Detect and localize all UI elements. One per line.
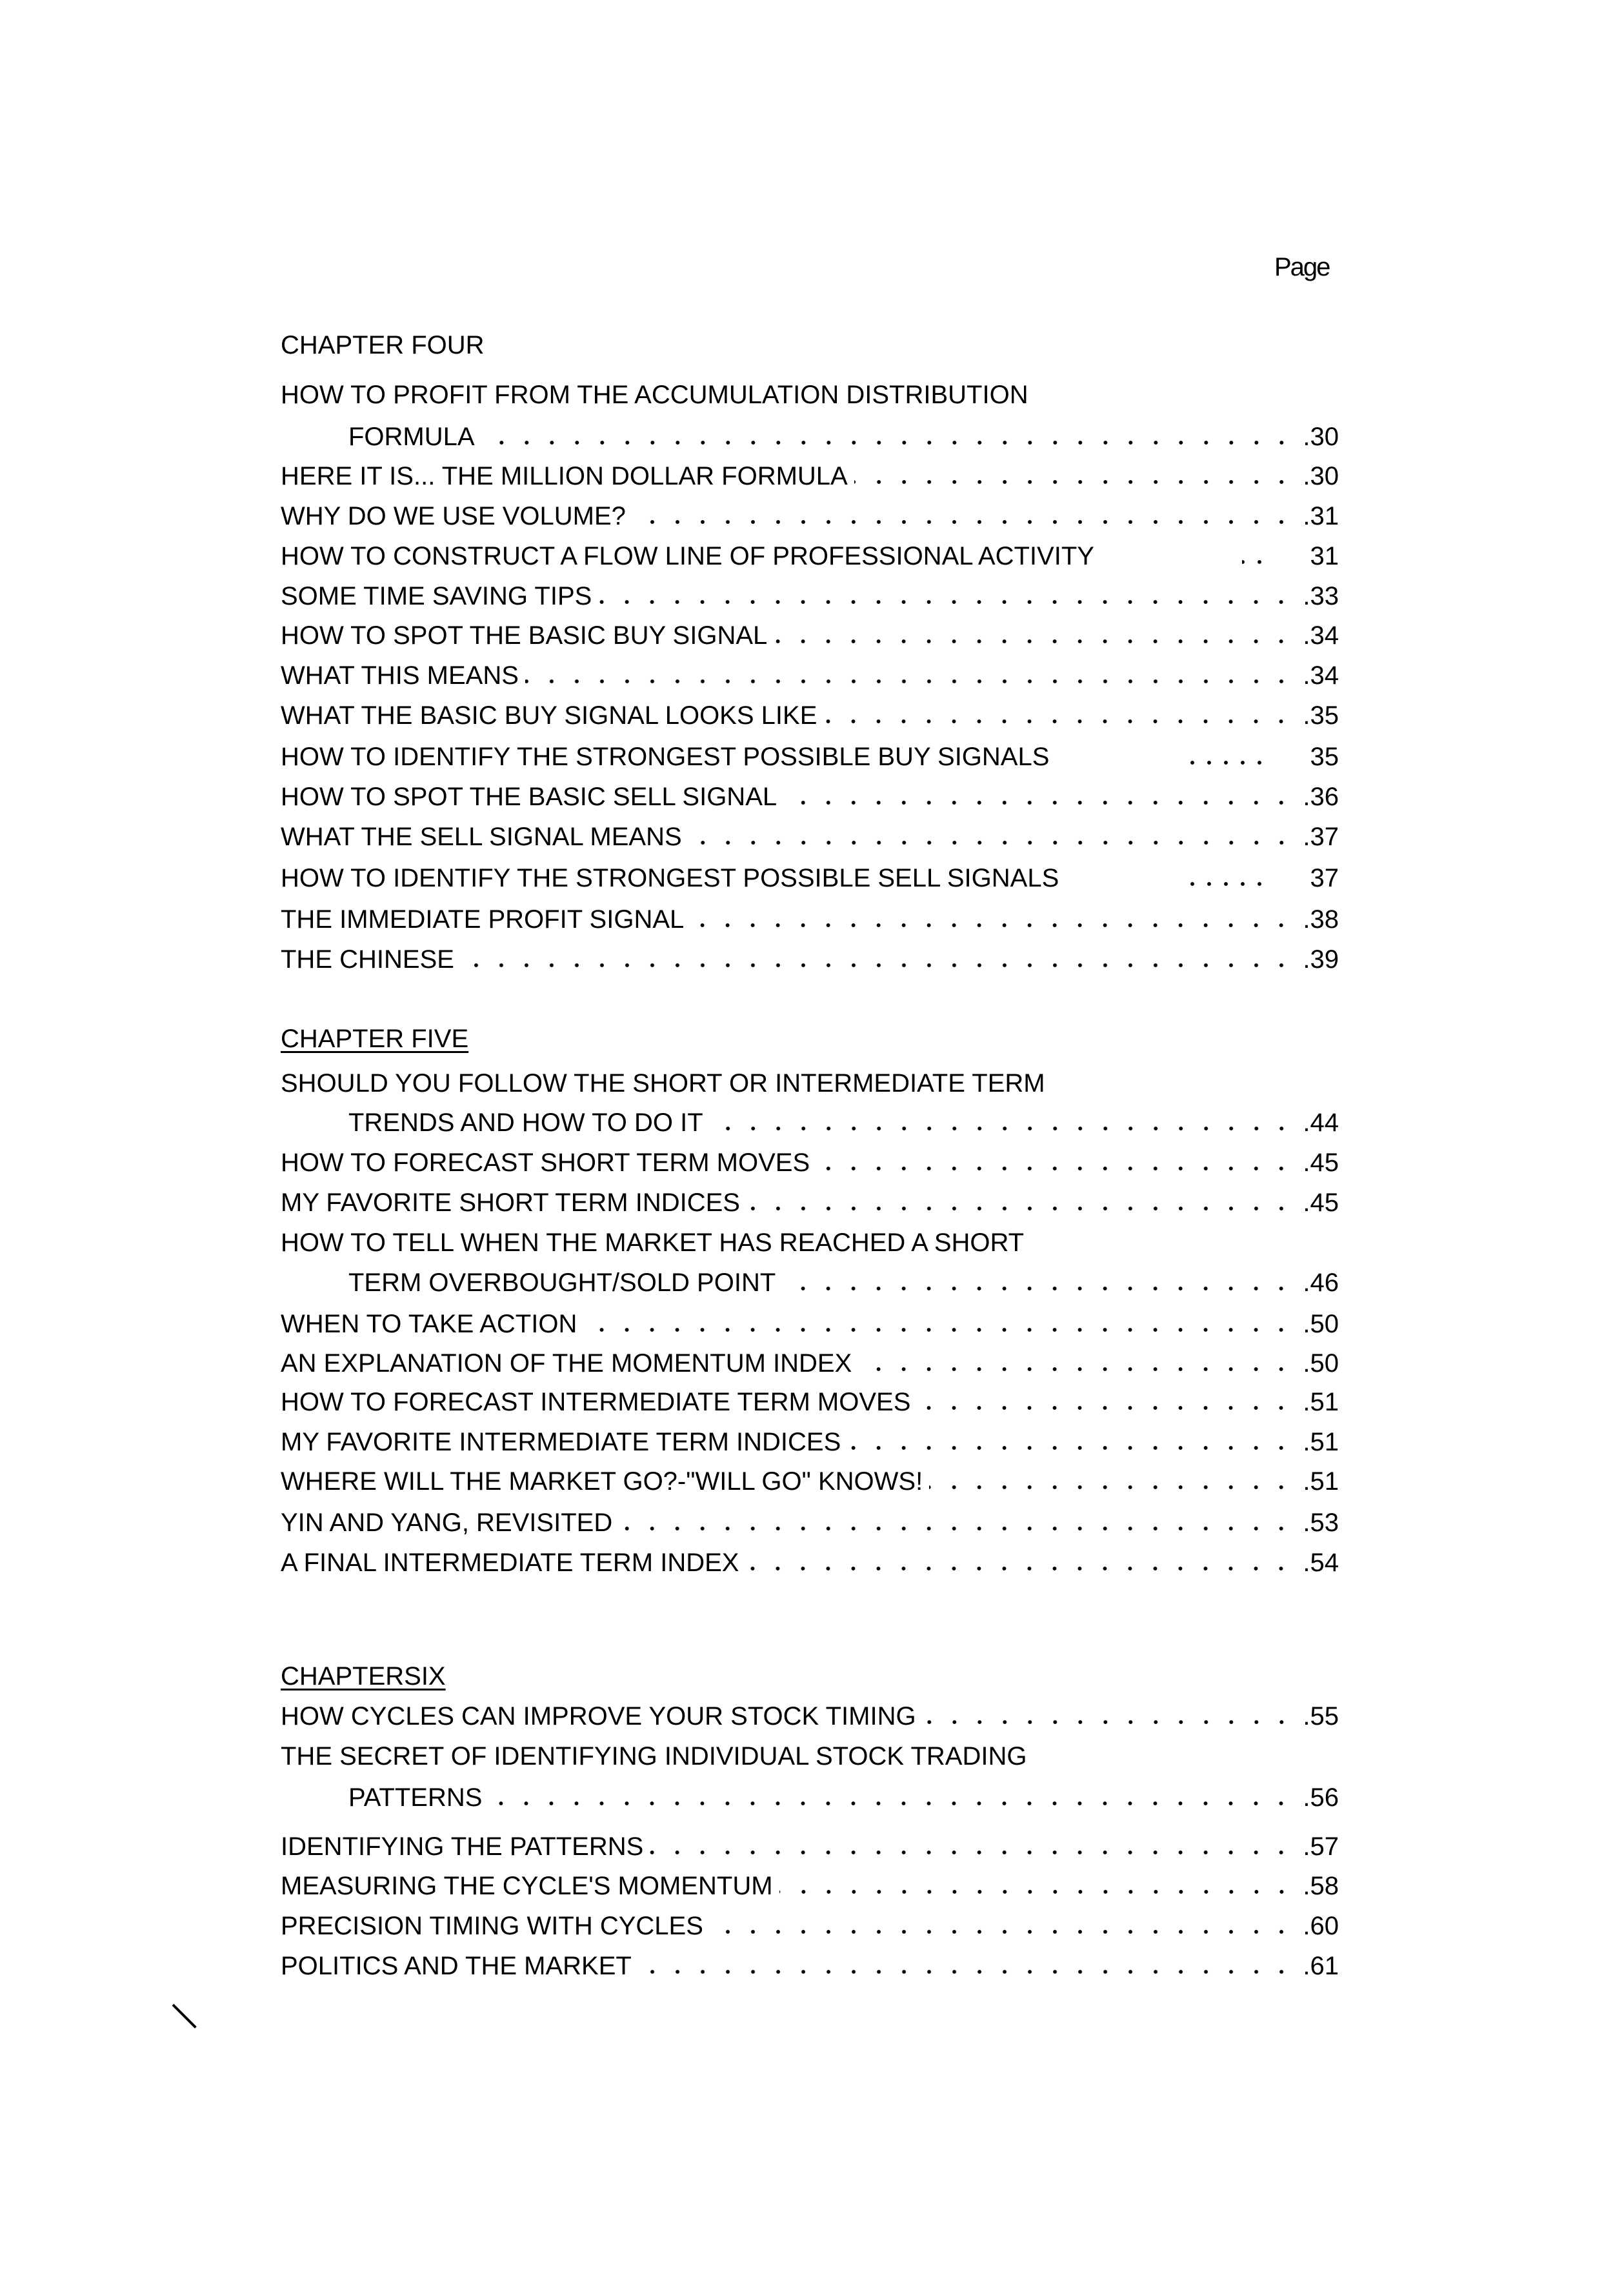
toc-entry xyxy=(281,864,1339,896)
toc-entry-title: MEASURING THE CYCLE'S MOMENTUM xyxy=(281,1872,773,1900)
toc-entry-title: POLITICS AND THE MARKET xyxy=(281,1952,632,1980)
toc-page-number: .30 xyxy=(1303,423,1339,451)
toc-entry xyxy=(281,1467,1339,1500)
toc-entry xyxy=(281,462,1339,494)
toc-entry-title: HOW TO IDENTIFY THE STRONGEST POSSIBLE BUY SIGNALS xyxy=(281,743,1050,771)
dot-leader xyxy=(923,1720,1294,1725)
dot-leader xyxy=(847,1445,1294,1450)
toc-page-number: .33 xyxy=(1303,582,1339,610)
dot-leader xyxy=(583,1327,1294,1332)
toc-entry xyxy=(281,542,1339,574)
toc-entry-title: IDENTIFYING THE PATTERNS xyxy=(281,1832,644,1861)
toc-entry xyxy=(281,743,1339,775)
toc-page-number: .34 xyxy=(1303,661,1339,690)
toc-entry-title: WHEN TO TAKE ACTION xyxy=(281,1310,577,1338)
chapter-heading: CHAPTER FIVE xyxy=(281,1025,469,1053)
toc-entry xyxy=(281,783,1339,815)
toc-entry-title: WHAT THIS MEANS xyxy=(281,661,519,690)
toc-entry-title: HOW TO FORECAST INTERMEDIATE TERM MOVES xyxy=(281,1388,911,1416)
toc-entry xyxy=(281,1149,1339,1181)
stray-mark xyxy=(172,2004,197,2029)
toc-entry-title: MY FAVORITE SHORT TERM INDICES xyxy=(281,1189,740,1217)
dot-leader xyxy=(525,679,1294,684)
toc-page-number: .45 xyxy=(1303,1189,1339,1217)
dot-leader xyxy=(917,1405,1294,1410)
toc-page-number: .50 xyxy=(1303,1349,1339,1378)
toc-entry xyxy=(281,701,1339,734)
toc-page-number: .38 xyxy=(1303,905,1339,934)
toc-entry-title: SOME TIME SAVING TIPS xyxy=(281,582,592,610)
toc-entry xyxy=(281,1702,1339,1734)
toc-page-number: .35 xyxy=(1303,701,1339,730)
toc-entry-title: HOW TO IDENTIFY THE STRONGEST POSSIBLE SELL SIGNALS xyxy=(281,864,1059,892)
page-column-header: Page xyxy=(1274,253,1330,281)
dot-leader xyxy=(745,1566,1294,1571)
toc-page-number: .61 xyxy=(1303,1952,1339,1980)
toc-entry xyxy=(281,1783,1339,1816)
toc-page-number: .46 xyxy=(1303,1269,1339,1297)
toc-entry xyxy=(281,381,1339,413)
toc-entry xyxy=(281,621,1339,654)
toc-entry xyxy=(281,1428,1339,1460)
toc-page-number: .55 xyxy=(1303,1702,1339,1730)
dot-leader xyxy=(632,519,1294,525)
toc-entry xyxy=(281,502,1339,534)
dot-leader xyxy=(783,800,1294,805)
dot-leader xyxy=(710,1929,1294,1934)
toc-entry xyxy=(281,1189,1339,1221)
dot-leader xyxy=(638,1969,1294,1974)
toc-page-number: .51 xyxy=(1303,1428,1339,1456)
toc-page-number: .53 xyxy=(1303,1509,1339,1537)
dot-leader xyxy=(598,599,1294,605)
toc-entry-title: HOW CYCLES CAN IMPROVE YOUR STOCK TIMING xyxy=(281,1702,916,1730)
dot-leader xyxy=(650,1850,1294,1855)
dot-leader xyxy=(854,479,1294,485)
toc-entry-title: THE SECRET OF IDENTIFYING INDIVIDUAL STOCK TRADING xyxy=(281,1742,1027,1770)
chapter-heading: CHAPTERSIX xyxy=(281,1662,446,1690)
dot-leader xyxy=(481,440,1294,445)
toc-entry xyxy=(281,1549,1339,1581)
dot-leader xyxy=(1190,881,1268,887)
toc-page-number: .31 xyxy=(1303,502,1339,530)
toc-entry-title: FORMULA xyxy=(348,423,475,451)
dot-leader xyxy=(1242,559,1268,565)
dot-leader xyxy=(461,963,1294,968)
toc-entry xyxy=(281,1952,1339,1984)
toc-entry xyxy=(281,945,1339,978)
toc-page-number: .58 xyxy=(1303,1872,1339,1900)
toc-entry-title: THE CHINESE xyxy=(281,945,454,974)
toc-entry xyxy=(281,1509,1339,1541)
toc-page-number: .39 xyxy=(1303,945,1339,974)
toc-entry xyxy=(281,1269,1339,1301)
toc-entry-title: HOW TO SPOT THE BASIC SELL SIGNAL xyxy=(281,783,777,811)
toc-page-number: 31 xyxy=(1310,542,1339,570)
dot-leader xyxy=(858,1367,1294,1372)
toc-entry xyxy=(281,1108,1339,1141)
toc-page-number: .44 xyxy=(1303,1108,1339,1137)
toc-entry xyxy=(281,823,1339,855)
dot-leader xyxy=(779,1889,1294,1894)
dot-leader xyxy=(688,840,1294,845)
toc-page-number: .50 xyxy=(1303,1310,1339,1338)
toc-entry-title: TRENDS AND HOW TO DO IT xyxy=(348,1108,703,1137)
dot-leader xyxy=(816,1166,1294,1171)
toc-page-number: .56 xyxy=(1303,1783,1339,1812)
toc-entry-title: PATTERNS xyxy=(348,1783,483,1812)
toc-entry-title: HOW TO FORECAST SHORT TERM MOVES xyxy=(281,1149,810,1177)
toc-page-number: 37 xyxy=(1310,864,1339,892)
toc-entry xyxy=(281,1912,1339,1944)
dot-leader xyxy=(782,1286,1294,1291)
toc-page-number: 35 xyxy=(1310,743,1339,771)
toc-page-number: .45 xyxy=(1303,1149,1339,1177)
dot-leader xyxy=(1190,760,1268,765)
toc-entry-title: WHERE WILL THE MARKET GO?-"WILL GO" KNOWS! xyxy=(281,1467,923,1496)
toc-page-number: .54 xyxy=(1303,1549,1339,1577)
toc-page-number: .30 xyxy=(1303,462,1339,490)
toc-entry-title: HOW TO PROFIT FROM THE ACCUMULATION DISTRIBUTION xyxy=(281,381,1028,409)
toc-entry xyxy=(281,1310,1339,1342)
toc-entry xyxy=(281,1349,1339,1381)
toc-entry-title: WHAT THE SELL SIGNAL MEANS xyxy=(281,823,682,851)
toc-entry xyxy=(281,1388,1339,1420)
toc-entry xyxy=(281,1069,1339,1101)
toc-page-number: .51 xyxy=(1303,1467,1339,1496)
toc-page-number: .34 xyxy=(1303,621,1339,650)
dot-leader xyxy=(710,1126,1294,1131)
toc-page-number: .37 xyxy=(1303,823,1339,851)
toc-page-number: .36 xyxy=(1303,783,1339,811)
toc-entry xyxy=(281,582,1339,614)
toc-entry-title: HOW TO TELL WHEN THE MARKET HAS REACHED A SHORT xyxy=(281,1229,1025,1257)
dot-leader xyxy=(747,1206,1294,1211)
toc-entry-title: TERM OVERBOUGHT/SOLD POINT xyxy=(348,1269,776,1297)
dot-leader xyxy=(774,639,1294,644)
toc-entry xyxy=(281,1872,1339,1904)
toc-entry-title: HOW TO SPOT THE BASIC BUY SIGNAL xyxy=(281,621,768,650)
toc-entry-title: YIN AND YANG, REVISITED xyxy=(281,1509,613,1537)
toc-page-number: .60 xyxy=(1303,1912,1339,1940)
toc-entry xyxy=(281,905,1339,938)
toc-entry xyxy=(281,1229,1339,1261)
toc-entry-title: THE IMMEDIATE PROFIT SIGNAL xyxy=(281,905,685,934)
toc-entry-title: AN EXPLANATION OF THE MOMENTUM INDEX xyxy=(281,1349,852,1378)
toc-entry-title: SHOULD YOU FOLLOW THE SHORT OR INTERMEDIATE TERM xyxy=(281,1069,1045,1098)
toc-entry-title: WHAT THE BASIC BUY SIGNAL LOOKS LIKE xyxy=(281,701,817,730)
toc-page-number: .57 xyxy=(1303,1832,1339,1861)
dot-leader xyxy=(619,1526,1294,1531)
toc-page-number: .51 xyxy=(1303,1388,1339,1416)
toc-entry-title: PRECISION TIMING WITH CYCLES xyxy=(281,1912,703,1940)
dot-leader xyxy=(488,1801,1294,1806)
dot-leader xyxy=(929,1485,1294,1490)
toc-entry xyxy=(281,1742,1339,1774)
toc-entry xyxy=(281,423,1339,455)
toc-entry-title: WHY DO WE USE VOLUME? xyxy=(281,502,626,530)
toc-entry-title: HOW TO CONSTRUCT A FLOW LINE OF PROFESSIONAL ACTIVITY xyxy=(281,542,1094,570)
toc-entry xyxy=(281,1832,1339,1865)
toc-entry-title: A FINAL INTERMEDIATE TERM INDEX xyxy=(281,1549,739,1577)
chapter-heading: CHAPTER FOUR xyxy=(281,331,485,359)
toc-entry-title: MY FAVORITE INTERMEDIATE TERM INDICES xyxy=(281,1428,841,1456)
toc-entry-title: HERE IT IS... THE MILLION DOLLAR FORMULA xyxy=(281,462,848,490)
dot-leader xyxy=(823,719,1294,724)
dot-leader xyxy=(690,923,1294,928)
toc-entry xyxy=(281,661,1339,694)
